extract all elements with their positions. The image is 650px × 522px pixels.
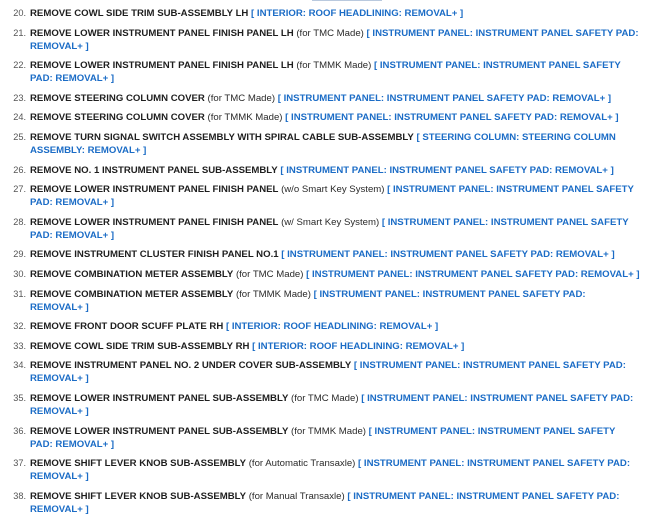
- step-condition-note: (for TMC Made): [235, 268, 304, 280]
- procedure-step: [0, 59, 650, 85]
- procedure-step: [0, 92, 650, 105]
- step-reference-link[interactable]: [ INSTRUMENT PANEL: INSTRUMENT PANEL SAFETY PAD: REMOVAL+ ]: [30, 27, 639, 52]
- procedure-step: [0, 131, 650, 157]
- procedure-step-list: [0, 7, 650, 522]
- step-title: REMOVE LOWER INSTRUMENT PANEL FINISH PANEL LH: [30, 60, 294, 72]
- step-title: REMOVE LOWER INSTRUMENT PANEL FINISH PANEL: [30, 216, 279, 228]
- step-title: REMOVE LOWER INSTRUMENT PANEL FINISH PANEL: [30, 184, 279, 196]
- procedure-step: [0, 288, 650, 314]
- step-number: 33.: [13, 340, 26, 351]
- procedure-step: [0, 183, 650, 209]
- step-reference-link[interactable]: [ INTERIOR: ROOF HEADLINING: REMOVAL+ ]: [225, 321, 439, 333]
- step-reference-link[interactable]: [ INSTRUMENT PANEL: INSTRUMENT PANEL SAFETY PAD: REMOVAL+ ]: [306, 268, 640, 280]
- step-number: 28.: [13, 216, 26, 227]
- step-number: 31.: [13, 288, 26, 299]
- step-reference-link[interactable]: [ INSTRUMENT PANEL: INSTRUMENT PANEL SAFETY PAD: REMOVAL+ ]: [30, 184, 634, 209]
- step-condition-note: (for TMMK Made): [235, 288, 311, 300]
- step-title: REMOVE STEERING COLUMN COVER: [30, 92, 205, 104]
- procedure-step: [0, 111, 650, 124]
- step-reference-link[interactable]: [ STEERING COLUMN: STEERING COLUMN ASSEMBLY: REMOVAL+ ]: [30, 131, 616, 156]
- step-number: 35.: [13, 392, 26, 403]
- step-number: 22.: [13, 60, 26, 71]
- procedure-step: [0, 392, 650, 418]
- step-number: 34.: [13, 360, 26, 371]
- procedure-step: [0, 425, 650, 451]
- step-title: REMOVE COMBINATION METER ASSEMBLY: [30, 268, 234, 280]
- step-condition-note: (for TMC Made): [291, 392, 359, 404]
- step-reference-link[interactable]: [ INSTRUMENT PANEL: INSTRUMENT PANEL SAFETY PAD: REMOVAL+ ]: [277, 92, 612, 104]
- step-number: 23.: [13, 92, 26, 103]
- step-reference-link[interactable]: [ INSTRUMENT PANEL: INSTRUMENT PANEL SAFETY PAD: REMOVAL+ ]: [30, 288, 586, 313]
- step-title: REMOVE SHIFT LEVER KNOB SUB-ASSEMBLY: [30, 458, 247, 470]
- step-title: REMOVE TURN SIGNAL SWITCH ASSEMBLY WITH SPIRAL CABLE SUB-ASSEMBLY: [30, 131, 414, 143]
- step-number: 30.: [13, 268, 26, 279]
- step-title: REMOVE COWL SIDE TRIM SUB-ASSEMBLY LH: [30, 8, 249, 19]
- step-condition-note: (w/ Smart Key System): [281, 216, 380, 228]
- step-condition-note: (for TMC Made): [207, 92, 276, 104]
- procedure-step: [0, 7, 650, 20]
- procedure-step: [0, 164, 650, 177]
- procedure-step: [0, 216, 650, 242]
- step-title: REMOVE STEERING COLUMN COVER: [30, 112, 205, 124]
- step-number: 26.: [13, 164, 26, 175]
- procedure-step: [0, 340, 650, 353]
- step-title: REMOVE COWL SIDE TRIM SUB-ASSEMBLY RH: [30, 340, 250, 352]
- step-number: 27.: [13, 184, 26, 195]
- step-number: 20.: [13, 8, 26, 18]
- step-condition-note: (for TMMK Made): [291, 425, 366, 437]
- step-number: 37.: [13, 458, 26, 469]
- procedure-step: [0, 248, 650, 261]
- step-reference-link[interactable]: [ INSTRUMENT PANEL: INSTRUMENT PANEL SAFETY PAD: REMOVAL+ ]: [30, 60, 621, 85]
- step-condition-note: (for Manual Transaxle): [248, 490, 345, 502]
- step-number: 38.: [13, 490, 26, 501]
- step-condition-note: (w/o Smart Key System): [281, 184, 385, 196]
- step-number: 29.: [13, 249, 26, 260]
- procedure-step: [0, 268, 650, 281]
- step-reference-link[interactable]: [ INSTRUMENT PANEL: INSTRUMENT PANEL SAFETY PAD: REMOVAL+ ]: [281, 249, 615, 261]
- step-condition-note: (for TMC Made): [296, 27, 364, 39]
- step-condition-note: (for Automatic Transaxle): [248, 458, 356, 470]
- procedure-step: [0, 27, 650, 53]
- step-reference-link[interactable]: [ INTERIOR: ROOF HEADLINING: REMOVAL+ ]: [251, 8, 464, 19]
- step-reference-link[interactable]: [ INTERIOR: ROOF HEADLINING: REMOVAL+ ]: [252, 340, 465, 352]
- step-number: 24.: [13, 112, 26, 123]
- step-number: 36.: [13, 425, 26, 436]
- step-number: 25.: [13, 131, 26, 142]
- cut-off-link-underline: [312, 0, 382, 1]
- step-condition-note: (for TMMK Made): [207, 112, 283, 124]
- step-title: REMOVE COMBINATION METER ASSEMBLY: [30, 288, 234, 300]
- step-title: REMOVE LOWER INSTRUMENT PANEL FINISH PANEL LH: [30, 27, 294, 39]
- step-reference-link[interactable]: [ INSTRUMENT PANEL: INSTRUMENT PANEL SAFETY PAD: REMOVAL+ ]: [285, 112, 619, 124]
- step-title: REMOVE FRONT DOOR SCUFF PLATE RH: [30, 321, 224, 333]
- step-reference-link[interactable]: [ INSTRUMENT PANEL: INSTRUMENT PANEL SAFETY PAD: REMOVAL+ ]: [30, 458, 631, 483]
- step-condition-note: (for TMMK Made): [296, 60, 372, 72]
- step-title: REMOVE NO. 1 INSTRUMENT PANEL SUB-ASSEMBLY: [30, 164, 278, 176]
- step-title: REMOVE INSTRUMENT PANEL NO. 2 UNDER COVER SUB-ASSEMBLY: [30, 360, 352, 372]
- step-title: REMOVE LOWER INSTRUMENT PANEL SUB-ASSEMBLY: [30, 392, 289, 404]
- step-number: 21.: [13, 27, 26, 38]
- step-title: REMOVE LOWER INSTRUMENT PANEL SUB-ASSEMBLY: [30, 425, 289, 437]
- step-reference-link[interactable]: [ INSTRUMENT PANEL: INSTRUMENT PANEL SAFETY PAD: REMOVAL+ ]: [30, 425, 616, 450]
- step-title: REMOVE INSTRUMENT CLUSTER FINISH PANEL NO.1: [30, 249, 279, 261]
- step-reference-link[interactable]: [ INSTRUMENT PANEL: INSTRUMENT PANEL SAFETY PAD: REMOVAL+ ]: [30, 490, 620, 515]
- procedure-step: [0, 359, 650, 385]
- procedure-step: [0, 457, 650, 483]
- step-reference-link[interactable]: [ INSTRUMENT PANEL: INSTRUMENT PANEL SAFETY PAD: REMOVAL+ ]: [30, 360, 626, 385]
- procedure-step: [0, 490, 650, 516]
- step-reference-link[interactable]: [ INSTRUMENT PANEL: INSTRUMENT PANEL SAFETY PAD: REMOVAL+ ]: [280, 164, 614, 176]
- step-title: REMOVE SHIFT LEVER KNOB SUB-ASSEMBLY: [30, 490, 247, 502]
- step-number: 32.: [13, 321, 26, 332]
- procedure-step: [0, 320, 650, 333]
- step-reference-link[interactable]: [ INSTRUMENT PANEL: INSTRUMENT PANEL SAFETY PAD: REMOVAL+ ]: [30, 392, 634, 417]
- step-reference-link[interactable]: [ INSTRUMENT PANEL: INSTRUMENT PANEL SAFETY PAD: REMOVAL+ ]: [30, 216, 629, 241]
